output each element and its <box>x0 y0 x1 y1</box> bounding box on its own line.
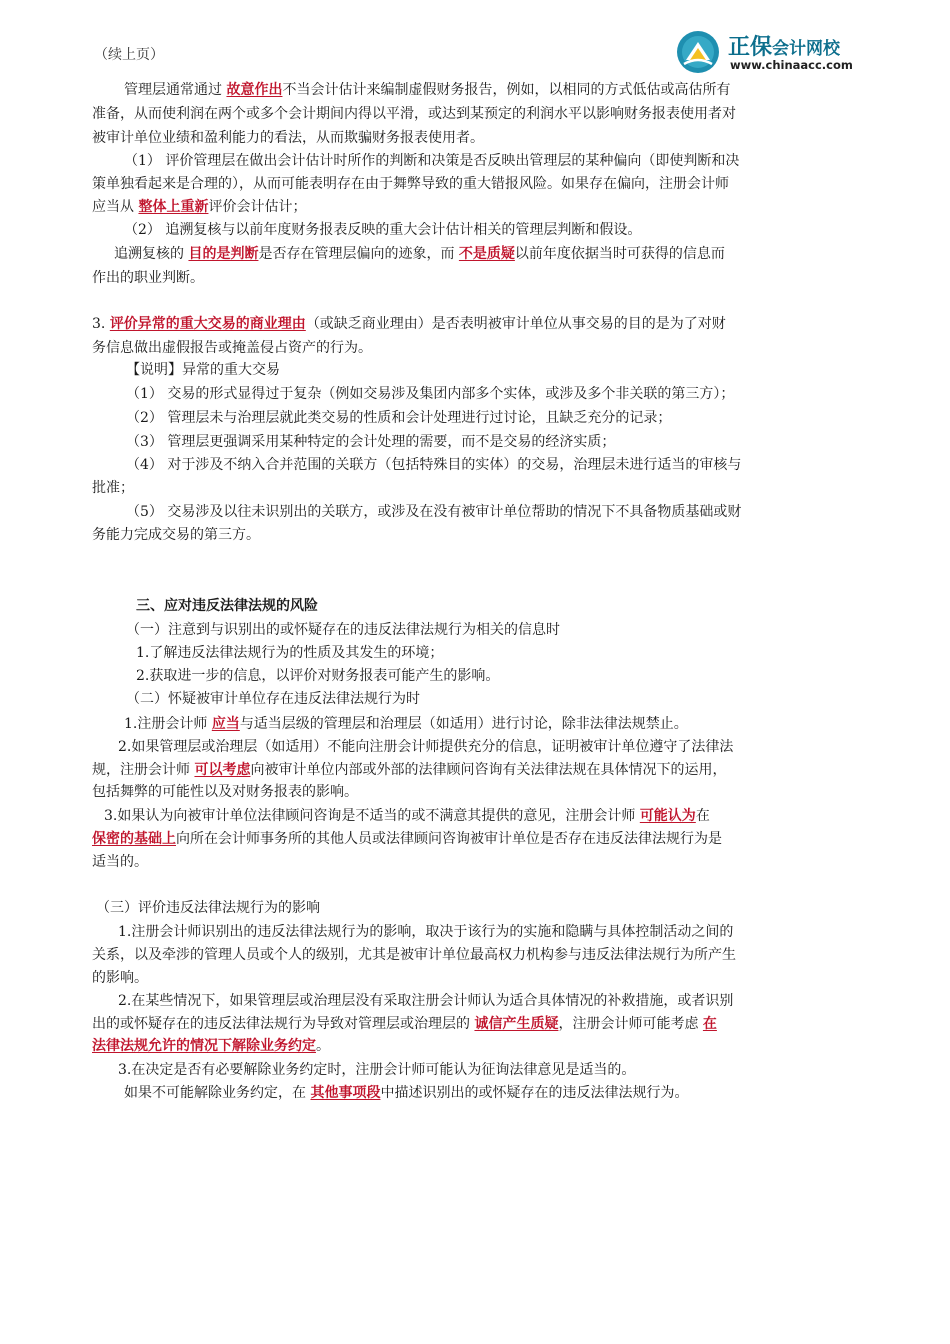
subsection-2-item-2-line1: 2.如果管理层或治理层（如适用）不能向注册会计师提供充分的信息，证明被审计单位遵守了法律法 <box>118 739 734 755</box>
highlight-text: 诚信产生质疑 <box>474 1016 559 1032</box>
highlight-text: 在 <box>702 1016 717 1032</box>
text: 出的或怀疑存在的违反法律法规行为导致对管理层或治理层的 <box>92 1016 470 1032</box>
text: 是否存在管理层偏向的迹象，而 <box>258 246 455 262</box>
p1-line1 <box>124 80 730 100</box>
subsection-1-item-1: 1.了解违反法律法规行为的性质及其发生的环境； <box>136 645 444 661</box>
explanation-item-4-line1: （4） 对于涉及不纳入合并范围的关联方（包括特殊目的实体）的交易，治理层未进行适当的审核与 <box>126 457 742 473</box>
highlight-text: 故意作出 <box>226 82 283 98</box>
subsection-3-item-1-line3: 的影响。 <box>92 970 148 986</box>
subsection-3-closing <box>124 1083 688 1103</box>
subsection-2-item-1 <box>124 714 688 734</box>
p5-line1 <box>92 314 726 334</box>
subsection-2-item-3-line1 <box>104 806 710 826</box>
cut-off-text: （续上页） <box>94 47 164 63</box>
brand-logo[interactable] <box>676 28 876 78</box>
text: 以前年度依据当时可获得的信息而 <box>514 246 725 262</box>
subsection-2-item-3-line2 <box>92 829 722 849</box>
text: （或缺乏商业理由）是否表明被审计单位从事交易的目的是为了对财 <box>305 316 726 332</box>
text: 在 <box>695 808 710 824</box>
subsection-2-title: （二）怀疑被审计单位存在违反法律法规行为时 <box>126 691 420 707</box>
explanation-title: 【说明】异常的重大交易 <box>126 362 280 378</box>
p4-line1 <box>114 244 725 264</box>
subsection-3-item-3: 3.在决定是否有必要解除业务约定时，注册会计师可能认为征询法律意见是适当的。 <box>118 1062 636 1078</box>
explanation-item-5-line1: （5） 交易涉及以往未识别出的关联方，或涉及在没有被审计单位帮助的情况下不具备物质基础或财 <box>126 504 742 520</box>
text: 向所在会计师事务所的其他人员或法律顾问咨询被审计单位是否存在违反法律法规行为是 <box>176 831 722 847</box>
text: 规，注册会计师 <box>92 762 190 778</box>
logo-text-big: 正保 <box>728 35 773 60</box>
text: 与适当层级的管理层和治理层（如适用）进行讨论，除非法律法规禁止。 <box>239 716 688 732</box>
text: 。 <box>316 1038 330 1054</box>
highlight-text: 保密的基础上 <box>92 831 176 847</box>
text: 评价会计估计； <box>208 199 307 215</box>
text: 3. <box>92 316 106 332</box>
subsection-3-item-1-line2: 关系，以及牵涉的管理人员或个人的级别，尤其是被审计单位最高权力机构参与违反法律法规行为所产生 <box>92 947 736 963</box>
explanation-item-2: （2） 管理层未与治理层就此类交易的性质和会计处理进行过讨论，且缺乏充分的记录； <box>126 410 672 426</box>
subsection-3-item-2-line3 <box>92 1036 330 1056</box>
explanation-item-4-line2: 批准； <box>92 480 134 496</box>
logo-emblem-icon <box>676 30 720 74</box>
highlight-text: 应当 <box>211 716 240 732</box>
section-heading: 三、应对违反法律法规的风险 <box>136 598 318 614</box>
subsection-2-item-2-line3: 包括舞弊的可能性以及对财务报表的影响。 <box>92 784 358 800</box>
text: 应当从 <box>92 199 134 215</box>
p1-line3: 被审计单位业绩和盈利能力的看法，从而欺骗财务报表使用者。 <box>92 130 484 146</box>
subsection-3-item-2-line2 <box>92 1014 717 1034</box>
text: 不当会计估计来编制虚假财务报告，例如，以相同的方式低估或高估所有 <box>282 82 731 98</box>
subsection-1-item-2: 2.获取进一步的信息，以评价对财务报表可能产生的影响。 <box>136 668 500 684</box>
logo-text <box>728 30 840 61</box>
text: 向被审计单位内部或外部的法律顾问咨询有关法律法规在具体情况下的运用， <box>250 762 727 778</box>
subsection-2-item-2-line2 <box>92 760 726 780</box>
p2-line1: （1） 评价管理层在做出会计估计时所作的判断和决策是否反映出管理层的某种偏向（即使判断和决 <box>124 153 740 169</box>
p2-line3 <box>92 197 306 217</box>
explanation-item-5-line2: 务能力完成交易的第三方。 <box>92 527 260 543</box>
text: 1.注册会计师 <box>124 716 208 732</box>
p5-line2: 务信息做出虚假报告或掩盖侵占资产的行为。 <box>92 340 372 356</box>
cut-off-heading <box>94 47 234 63</box>
subsection-3-item-2-line1: 2.在某些情况下，如果管理层或治理层没有采取注册会计师认为适合具体情况的补救措施，或者识别 <box>118 993 734 1009</box>
logo-text-small: 会计网校 <box>772 39 841 59</box>
text: ，注册会计师可能考虑 <box>558 1016 699 1032</box>
highlight-text: 评价异常的重大交易的商业理由 <box>109 316 306 332</box>
highlight-text: 不是质疑 <box>458 246 515 262</box>
logo-url: www.chinaacc.com <box>730 58 853 72</box>
subsection-1-title: （一）注意到与识别出的或怀疑存在的违反法律法规行为相关的信息时 <box>126 622 560 638</box>
p2-line2: 策单独看起来是合理的），从而可能表明存在由于舞弊导致的重大错报风险。如果存在偏向，注册会计师 <box>92 176 729 192</box>
highlight-text: 可以考虑 <box>194 762 251 778</box>
highlight-text: 其他事项段 <box>310 1085 381 1101</box>
explanation-item-3: （3） 管理层更强调采用某种特定的会计处理的需要，而不是交易的经济实质； <box>126 434 616 450</box>
subsection-3-title: （三）评价违反法律法规行为的影响 <box>96 900 320 916</box>
highlight-text: 整体上重新 <box>138 199 209 215</box>
explanation-item-1: （1） 交易的形式显得过于复杂（例如交易涉及集团内部多个实体，或涉及多个非关联的第三方）； <box>126 386 735 402</box>
highlight-text: 可能认为 <box>639 808 696 824</box>
p3-line1: （2） 追溯复核与以前年度财务报表反映的重大会计估计相关的管理层判断和假设。 <box>124 222 642 238</box>
text: 如果不可能解除业务约定，在 <box>124 1085 306 1101</box>
text: 3.如果认为向被审计单位法律顾问咨询是不适当的或不满意其提供的意见，注册会计师 <box>104 808 636 824</box>
subsection-2-item-3-line3: 适当的。 <box>92 854 148 870</box>
text: 追溯复核的 <box>114 246 184 262</box>
text: 中描述识别出的或怀疑存在的违反法律法规行为。 <box>380 1085 689 1101</box>
text: 管理层通常通过 <box>124 82 222 98</box>
highlight-text: 目的是判断 <box>188 246 259 262</box>
p1-line2: 准备，从而使利润在两个或多个会计期间内得以平滑，或达到某预定的利润水平以影响财务报表使用者对 <box>92 106 736 122</box>
highlight-text: 法律法规允许的情况下解除业务约定 <box>92 1038 316 1054</box>
subsection-3-item-1-line1: 1.注册会计师识别出的违反法律法规行为的影响，取决于该行为的实施和隐瞒与具体控制活动之间的 <box>118 924 734 940</box>
p4-line2: 作出的职业判断。 <box>92 270 204 286</box>
